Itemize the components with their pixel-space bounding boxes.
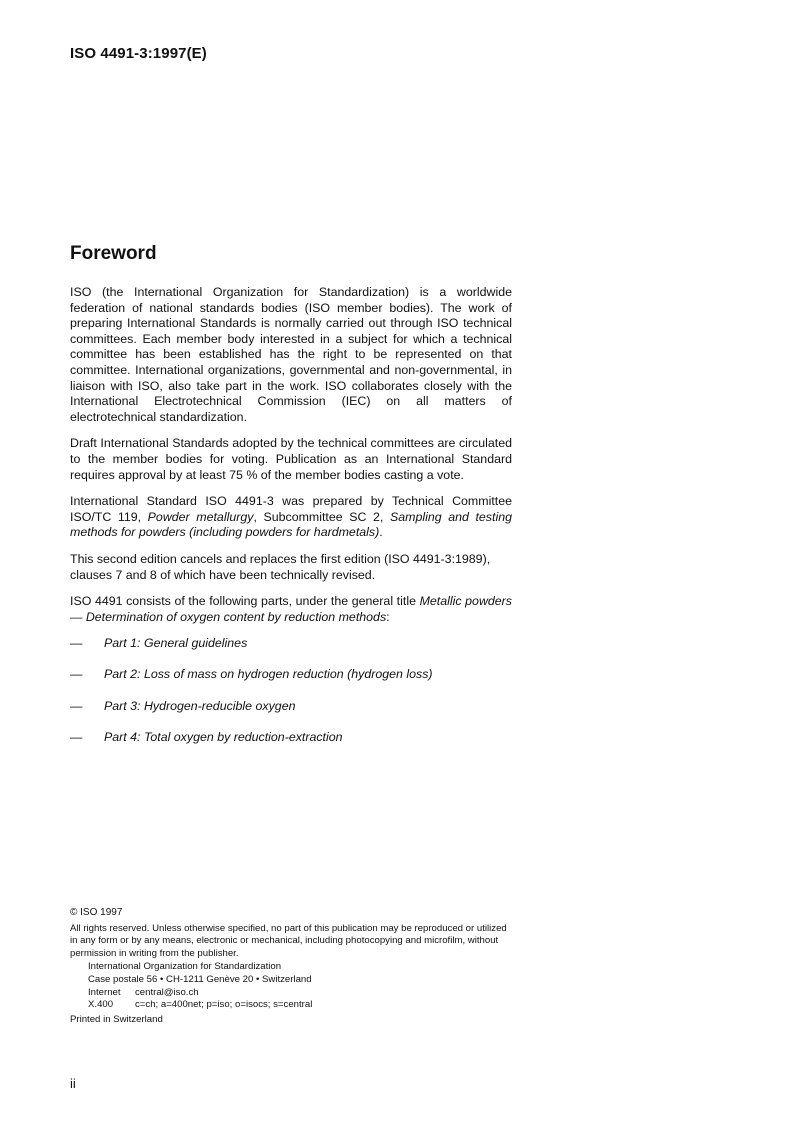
copyright-line: © ISO 1997 [70,907,123,918]
list-dash: — [70,698,83,713]
internet-label: Internet [88,986,121,998]
list-item [70,699,512,715]
prepared-by-end: . [379,525,383,540]
x400-label: X.400 [88,999,114,1011]
postal-address: Case postale 56 • CH-1211 Genève 20 • Switzerland [88,973,312,985]
rights-notice: All rights reserved. Unless otherwise specified, no part of this publication may be reproduced or utilized in any form or by any means, electronic or mechanical, including photocopying and microfilm, without permission in writing from the publisher. [70,922,507,959]
list-item [70,667,512,683]
list-dash: — [70,636,83,651]
paragraph-draft-standards: Draft International Standards adopted by the technical committees are circulated to the member bodies for voting. Publication as an International Standard requires approval by at least 75 % of the member bodies casting a vote. [70,436,512,482]
paragraph-prepared-by [70,494,512,541]
prepared-by-text: International Standard ISO 4491-3 was prepared by Technical Committee ISO/TC 119, [70,494,512,524]
committee-name: Powder metallurgy [147,509,254,524]
parts-list [70,636,512,745]
list-item [70,636,512,652]
list-item [70,730,512,746]
internet-line [88,987,515,1000]
part-2-title: Part 2: Loss of mass on hydrogen reduction (hydrogen loss) [104,667,433,682]
x400-address: c=ch; a=400net; p=iso; o=isocs; s=central [135,999,313,1011]
foreword-body [70,285,512,761]
document-identifier: ISO 4491-3:1997(E) [70,45,207,62]
foreword-heading: Foreword [70,243,157,264]
copyright-block [70,907,515,1026]
subcommittee-name: Sampling and testing methods for powders (including powders for hardmetals) [70,509,512,540]
part-1-title: Part 1: General guidelines [104,636,248,651]
parts-intro-text: ISO 4491 consists of the following parts, under the general title [70,594,420,609]
list-dash: — [70,667,83,682]
publisher-address [88,961,515,1011]
list-dash: — [70,729,83,744]
publisher-name: International Organization for Standardization [88,961,282,973]
part-4-title: Part 4: Total oxygen by reduction-extraction [104,729,343,744]
x400-line [88,999,515,1012]
subcommittee-text: , Subcommittee SC 2, [253,509,390,524]
part-3-title: Part 3: Hydrogen-reducible oxygen [104,698,296,713]
paragraph-iso-intro: ISO (the International Organization for Standardization) is a worldwide federation of national standards bodies (ISO member bodies). The work of preparing International Standards is normally carried out through ISO technical committees. Each member body interested in a subject for which a technical committee has been established has the right to be represented on that committee. International organizations, governmental and non-governmental, in liaison with ISO, also take part in the work. ISO collaborates closely with the International Electrotechnical Commission (IEC) on all matters of electrotechnical standardization. [70,285,512,424]
parts-intro-end: : [386,609,390,624]
paragraph-edition: This second edition cancels and replaces the first edition (ISO 4491-3:1989), clauses 7 and 8 of which have been technically revised. [70,551,491,582]
paragraph-parts-intro [70,594,512,625]
internet-address: central@iso.ch [135,986,199,998]
general-title: Metallic powders — Determination of oxygen content by reduction methods [70,594,512,624]
printed-in: Printed in Switzerland [70,1013,163,1025]
page-number: ii [70,1076,76,1091]
